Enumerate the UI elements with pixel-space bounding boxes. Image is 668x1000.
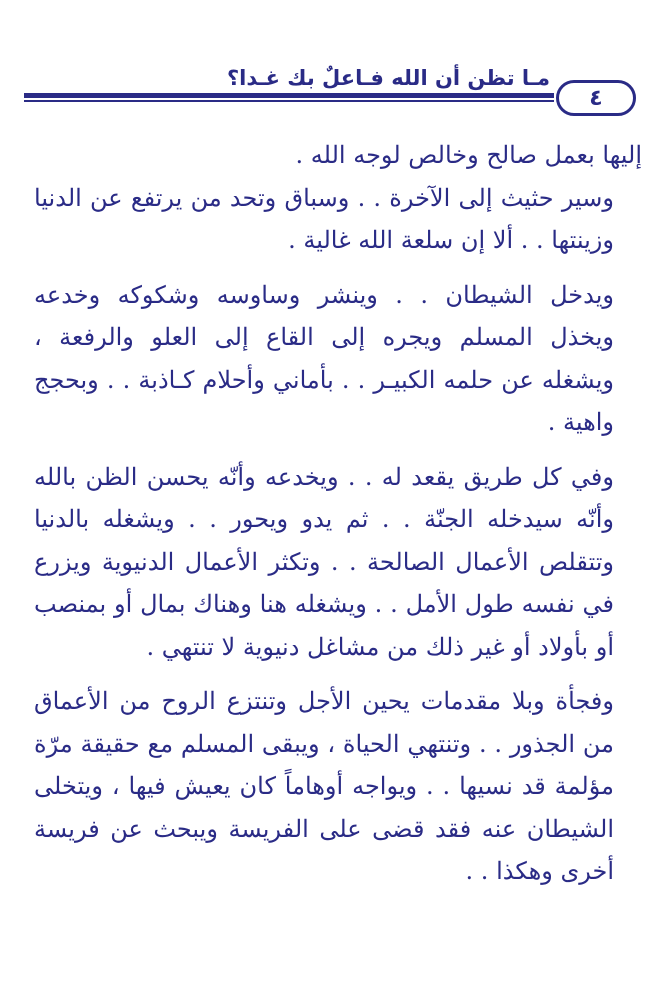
paragraph: وفجأة وبلا مقدمات يحين الأجل وتنتزع الروح من الأعماق من الجذور . . وتنتهي الحياة ، ويبقى المسلم مع حقيقة مرّة مؤلمة قد نسيها . . ويواجه أوهاماً كان يعيش فيها ، ويتخلى الشيطان عنه فقد قضى على الفريسة ويبحث عن فريسة أخرى وهكذا . . bbox=[34, 687, 614, 885]
page-number: ٤ bbox=[589, 85, 603, 111]
paragraph: إليها بعمل صالح وخالص لوجه الله . bbox=[295, 141, 642, 169]
running-header-title: مـا تظن أن الله فـاعلٌ بك غـدا؟ bbox=[226, 66, 550, 90]
paragraph: وفي كل طريق يقعد له . . ويخدعه وأنّه يحسن الظن بالله وأنّه سيدخله الجنّة . . ثم يدو ويحور . . ويشغله بالدنيا وتتقلص الأعمال الصالحة . . وتكثر الأعمال الدنيوية ويزرع في نفسه طول الأمل . . ويشغله هنا وهناك بمال أو بمنصب أو بأولاد أو غير ذلك من مشاغل دنيوية لا تنتهي . bbox=[34, 462, 614, 661]
body-text bbox=[34, 134, 642, 893]
paragraph: وسير حثيث إلى الآخرة . . وسباق وتحد من يرتفع عن الدنيا وزينتها . . ألا إن سلعة الله غالية . bbox=[34, 183, 614, 254]
header-rule-thin bbox=[24, 100, 554, 102]
header-rule-thick bbox=[24, 93, 554, 98]
paragraph: ويدخل الشيطان . . وينشر وساوسه وشكوكه وخدعه ويخذل المسلم ويجره إلى القاع إلى العلو والرفعة ، ويشغله عن حلمه الكبيـر . . بأماني وأحلام كـاذبة . . وبحجج واهية . bbox=[34, 280, 614, 436]
page-number-badge bbox=[556, 80, 636, 116]
